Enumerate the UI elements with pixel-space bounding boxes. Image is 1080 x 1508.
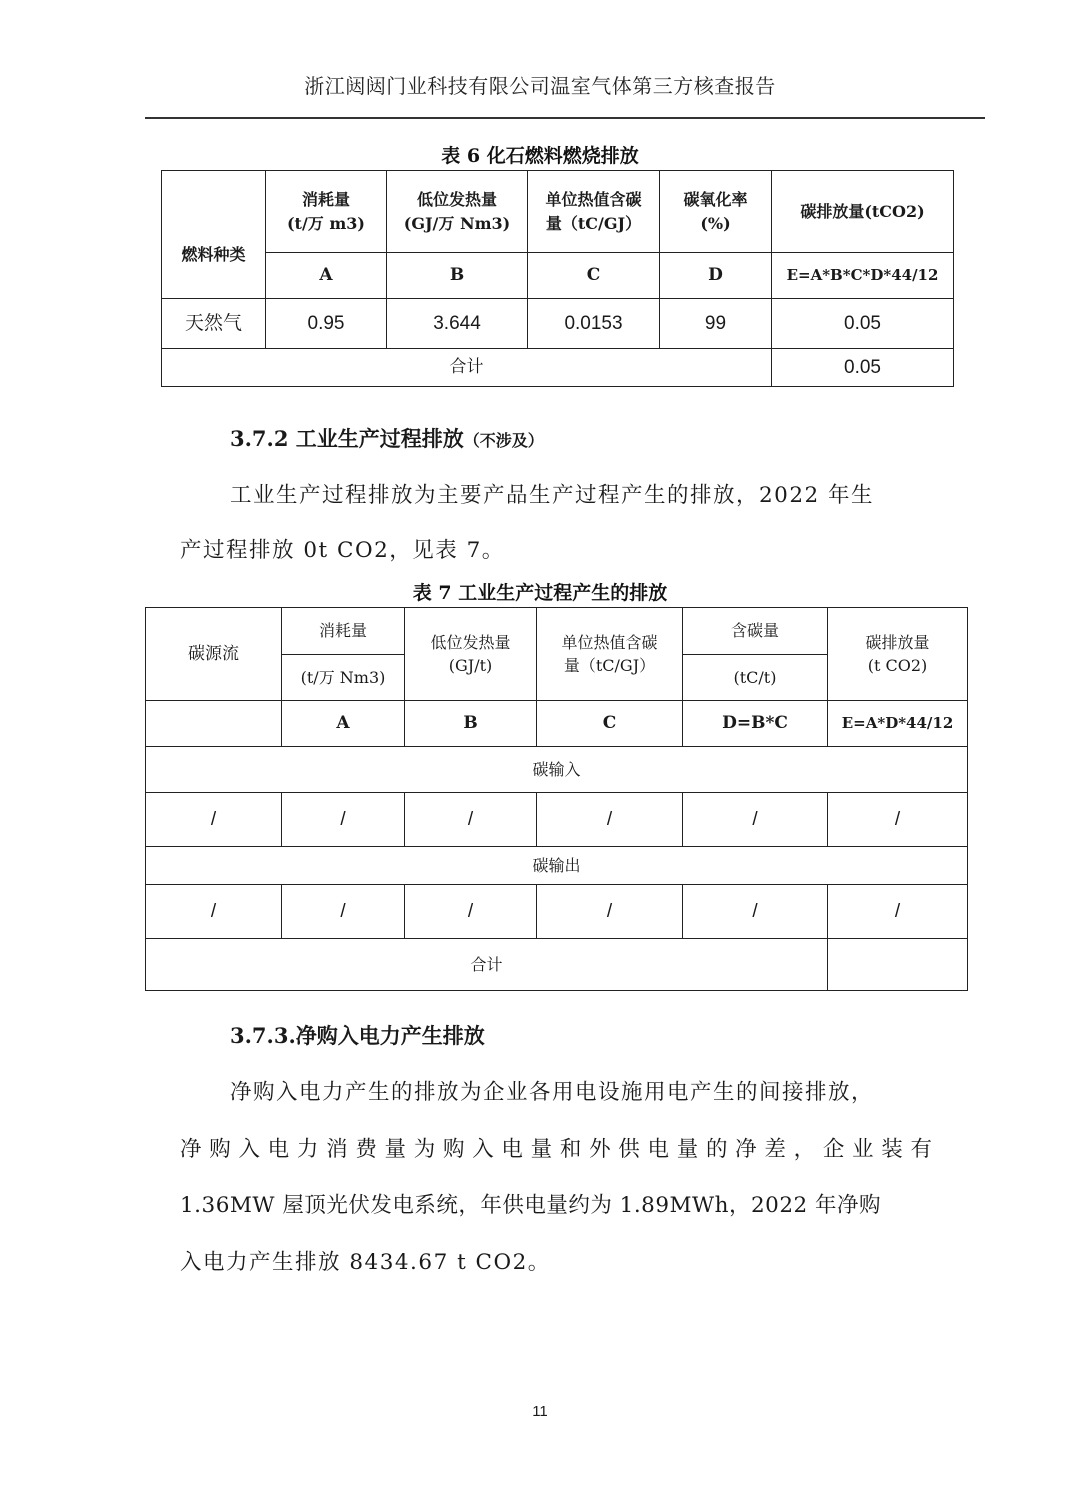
table6-total-label: 合计 <box>162 349 772 387</box>
table6-letter-e: E=A*B*C*D*44/12 <box>772 253 954 299</box>
table6 <box>161 170 954 387</box>
table7-col-a-name: 消耗量 <box>282 608 405 655</box>
table6-col-fuel: 燃料种类 <box>162 171 266 299</box>
table6-fuel: 天然气 <box>162 299 266 349</box>
table6-col-a <box>266 171 387 253</box>
table6-col-c-name: 单位热值含碳 <box>545 190 642 210</box>
table7-letter-c: C <box>537 701 683 747</box>
table7-letter-d: D=B*C <box>683 701 828 747</box>
section-372-note: （不涉及） <box>463 431 544 450</box>
section-372-line2: 产过程排放 0t CO2，见表 7。 <box>180 538 505 563</box>
table7-col-e <box>828 608 968 701</box>
section-373-line3: 1.36MW 屋顶光伏发电系统，年供电量约为 1.89MWh，2022 年净购 <box>180 1193 882 1218</box>
table7-letter-b: B <box>405 701 537 747</box>
table7-col-d-unit: (tC/t) <box>683 655 828 701</box>
table7-input-cell: / <box>282 793 405 847</box>
table6-total-value: 0.05 <box>772 349 954 387</box>
table6-col-a-unit: (t/万 m3) <box>286 213 365 233</box>
table7-output-cell: / <box>282 885 405 939</box>
table-row <box>162 349 954 387</box>
table7-col-b <box>405 608 537 701</box>
table7-total-value <box>828 939 968 991</box>
table7-input-cell: / <box>537 793 683 847</box>
table7-total-label: 合计 <box>146 939 828 991</box>
table7-col-e-name: 碳排放量 <box>865 632 930 652</box>
table7-input-cell: / <box>146 793 282 847</box>
table7-col-e-unit: (t CO2) <box>867 656 928 675</box>
table7-output-cell: / <box>405 885 537 939</box>
table7-output-cell: / <box>146 885 282 939</box>
table6-letter-a: A <box>266 253 387 299</box>
table6-b-value: 3.644 <box>387 299 528 349</box>
table6-a-value: 0.95 <box>266 299 387 349</box>
table6-col-d-name: 碳氧化率 <box>683 190 748 210</box>
table7-input-cell: / <box>405 793 537 847</box>
table-row <box>146 939 968 991</box>
table7-caption: 表 7 工业生产过程产生的排放 <box>412 582 668 604</box>
table6-col-b-unit: (GJ/万 Nm3) <box>403 213 511 233</box>
table6-col-a-name: 消耗量 <box>301 190 350 210</box>
table7-col-source: 碳源流 <box>146 608 282 701</box>
table7-col-a-unit: (t/万 Nm3) <box>282 655 405 701</box>
table7-letter-e: E=A*D*44/12 <box>828 701 968 747</box>
table6-col-e: 碳排放量(tCO2) <box>772 171 954 253</box>
table7-col-d-name: 含碳量 <box>683 608 828 655</box>
table-row <box>162 299 954 349</box>
section-373-line1: 净购入电力产生的排放为企业各用电设施用电产生的间接排放， <box>230 1080 875 1105</box>
table6-col-d-unit: (%) <box>700 213 731 233</box>
table7-output-cell: / <box>683 885 828 939</box>
table6-c-value: 0.0153 <box>528 299 660 349</box>
section-373-line2: 净购入电力消费量为购入电量和外供电量的净差，企业装有 <box>180 1137 932 1162</box>
table6-letter-c: C <box>528 253 660 299</box>
section-372-heading <box>230 423 544 453</box>
table7-col-b-name: 低位发热量 <box>430 632 511 652</box>
table7-output-cell: / <box>828 885 968 939</box>
table6-col-d <box>660 171 772 253</box>
table7 <box>145 607 968 991</box>
report-header: 浙江闼闼门业科技有限公司温室气体第三方核查报告 <box>304 74 776 98</box>
table7-output-cell: / <box>537 885 683 939</box>
table7-col-c-unit: 量（tC/GJ） <box>563 656 656 675</box>
table7-col-b-unit: (GJ/t) <box>448 656 493 675</box>
table7-col-c <box>537 608 683 701</box>
table6-letter-d: D <box>660 253 772 299</box>
table6-col-b-name: 低位发热量 <box>416 190 497 210</box>
table6-letter-b: B <box>387 253 528 299</box>
section-373-heading: 3.7.3.净购入电力产生排放 <box>230 1023 485 1048</box>
section-372-title: 3.7.2 工业生产过程排放 <box>230 426 464 451</box>
table7-input-label: 碳输入 <box>146 747 968 793</box>
page-number: 11 <box>532 1403 548 1420</box>
table6-col-b <box>387 171 528 253</box>
table-row <box>146 885 968 939</box>
header-rule <box>145 117 985 119</box>
table6-col-c <box>528 171 660 253</box>
table7-letter-a: A <box>282 701 405 747</box>
table6-caption: 表 6 化石燃料燃烧排放 <box>441 145 639 167</box>
table7-col-c-name: 单位热值含碳 <box>561 632 658 652</box>
table7-input-cell: / <box>683 793 828 847</box>
section-373-line4: 入电力产生排放 8434.67 t CO2。 <box>180 1250 551 1275</box>
table6-d-value: 99 <box>660 299 772 349</box>
section-372-line1: 工业生产过程排放为主要产品生产过程产生的排放，2022 年生 <box>230 483 875 508</box>
table-row <box>146 793 968 847</box>
table6-col-c-unit: 量（tC/GJ） <box>545 213 642 233</box>
table7-input-cell: / <box>828 793 968 847</box>
table6-e-value: 0.05 <box>772 299 954 349</box>
table7-output-label: 碳输出 <box>146 847 968 885</box>
